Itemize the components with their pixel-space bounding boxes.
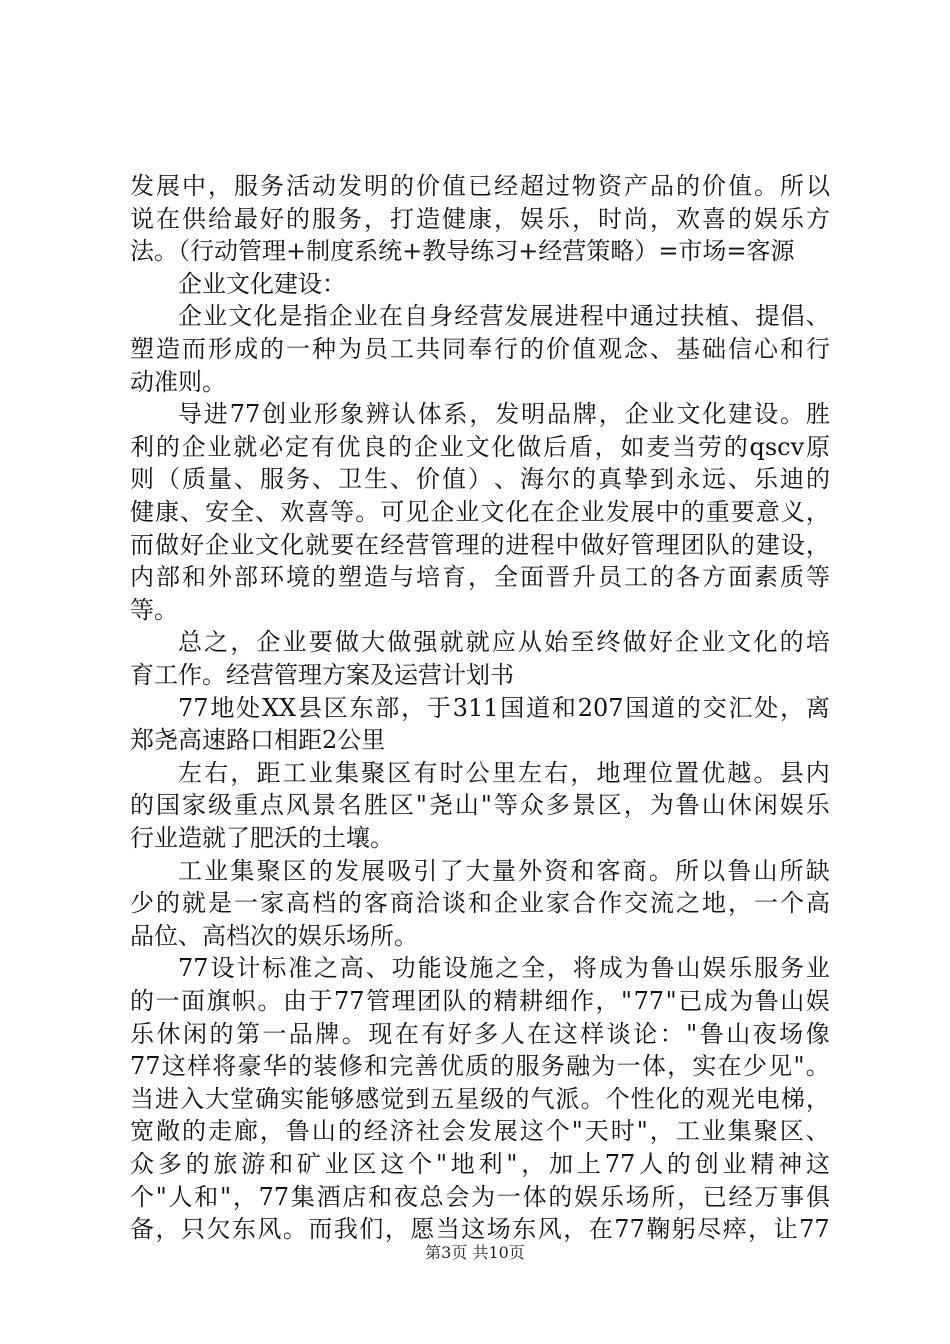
- text-line: 行业造就了肥沃的土壤。: [130, 824, 394, 852]
- text-line: 乐 休 闲 的 第 一 品 牌 。 现 在 有 好 多 人 在 这 样 谈 论 ： " 鲁 山 夜 场 像: [130, 1019, 830, 1048]
- text-line: 的 国 家 级 重 点 风 景 名 胜 区 " 尧 山 " 等 众 多 景 区 ， 为 鲁 山 休 闲 娱 乐: [130, 791, 830, 820]
- text-line: 等。: [130, 595, 178, 624]
- text-line: 发 展 中 ， 服 务 活 动 发 明 的 价 值 已 经 超 过 物 资 产 品 的 价 值 。 所 以: [130, 172, 830, 200]
- text-line: 品位、高档次的娱乐场所。: [130, 921, 418, 950]
- text-line: 企业文化建设：: [178, 269, 346, 298]
- text-line: 总 之 ， 企 业 要 做 大 做 强 就 就 应 从 始 至 终 做 好 企 业 文 化 的 培: [178, 628, 830, 657]
- text-line: 左 右 ， 距 工 业 集 聚 区 有 时 公 里 左 右 ， 地 理 位 置 优 越 。 县 内: [178, 758, 830, 787]
- text-line: 企 业 文 化 是 指 企 业 在 自 身 经 营 发 展 进 程 中 通 过 扶 植 、 提 倡 、: [178, 302, 830, 331]
- text-line: 郑尧高速路口相距2公里: [130, 726, 386, 755]
- text-line: 育工作。经营管理方案及运营计划书: [130, 661, 514, 689]
- text-line: 宽 敞 的 走 廊 ， 鲁 山 的 经 济 社 会 发 展 这 个 " 天 时 " ， 工 业 集 聚 区 、: [130, 1117, 830, 1146]
- text-line: 内 部 和 外 部 环 境 的 塑 造 与 培 育 ， 全 面 晋 升 员 工 的 各 方 面 素 质 等: [130, 563, 830, 592]
- text-line: 而 做 好 企 业 文 化 就 要 在 经 营 管 理 的 进 程 中 做 好 管 理 团 队 的 建 设 ，: [130, 530, 830, 559]
- text-line: 法。（行动管理+制度系统+教导练习+经营策略）=市场=客源: [130, 237, 795, 266]
- text-line: 77 这 样 将 豪 华 的 装 修 和 完 善 优 质 的 服 务 融 为 一 体 ， 实 在 少 见 " 。: [130, 1052, 830, 1081]
- text-line: 当 进 入 大 堂 确 实 能 够 感 觉 到 五 星 级 的 气 派 。 个 性 化 的 观 光 电 梯 ，: [130, 1084, 830, 1113]
- text-line: 个 " 人 和 " ， 77 集 酒 店 和 夜 总 会 为 一 体 的 娱 乐 场 所 ， 已 经 万 事 俱: [130, 1182, 830, 1211]
- text-line: 备 ， 只 欠 东 风 。 而 我 们 ， 愿 当 这 场 东 风 ， 在 77 鞠 躬 尽 瘁 ， 让 77: [130, 1215, 830, 1244]
- text-line: 说 在 供 给 最 好 的 服 务 ， 打 造 健 康 ， 娱 乐 ， 时 尚 ， 欢 喜 的 娱 乐 方: [130, 204, 830, 233]
- text-line: 则 （ 质 量 、 服 务 、 卫 生 、 价 值 ） 、 海 尔 的 真 挚 到 永 远 、 乐 迪 的: [130, 465, 830, 494]
- text-line: 的 一 面 旗 帜 。 由 于 77 管 理 团 队 的 精 耕 细 作 ， " 77 " 已 成 为 鲁 山 娱: [130, 987, 830, 1015]
- text-line: 众 多 的 旅 游 和 矿 业 区 这 个 " 地 利 " ， 加 上 77 人 的 创 业 精 神 这: [130, 1150, 830, 1178]
- text-line: 导 进 77 创 业 形 象 辨 认 体 系 ， 发 明 品 牌 ， 企 业 文 化 建 设 。 胜: [178, 400, 830, 429]
- text-line: 动准则。: [130, 367, 226, 396]
- text-line: 塑 造 而 形 成 的 一 种 为 员 工 共 同 奉 行 的 价 值 观 念 、 基 础 信 心 和 行: [130, 335, 830, 363]
- text-line: 工 业 集 聚 区 的 发 展 吸 引 了 大 量 外 资 和 客 商 。 所 以 鲁 山 所 缺: [178, 856, 830, 885]
- text-line: 利 的 企 业 就 必 定 有 优 良 的 企 业 文 化 做 后 盾 ， 如 麦 当 劳 的 qscv 原: [130, 432, 830, 461]
- text-line: 健 康 、 安 全 、 欢 喜 等 。 可 见 企 业 文 化 在 企 业 发 展 中 的 重 要 意 义 ，: [130, 498, 830, 526]
- page-footer: 第3页 共10页: [425, 1243, 525, 1262]
- text-line: 77 地 处 XX 县 区 东 部 ， 于 311 国 道 和 207 国 道 的 交 汇 处 ， 离: [178, 693, 830, 722]
- text-line: 少 的 就 是 一 家 高 档 的 客 商 洽 谈 和 企 业 家 合 作 交 流 之 地 ， 一 个 高: [130, 889, 830, 918]
- text-line: 77 设 计 标 准 之 高 、 功 能 设 施 之 全 ， 将 成 为 鲁 山 娱 乐 服 务 业: [178, 954, 830, 983]
